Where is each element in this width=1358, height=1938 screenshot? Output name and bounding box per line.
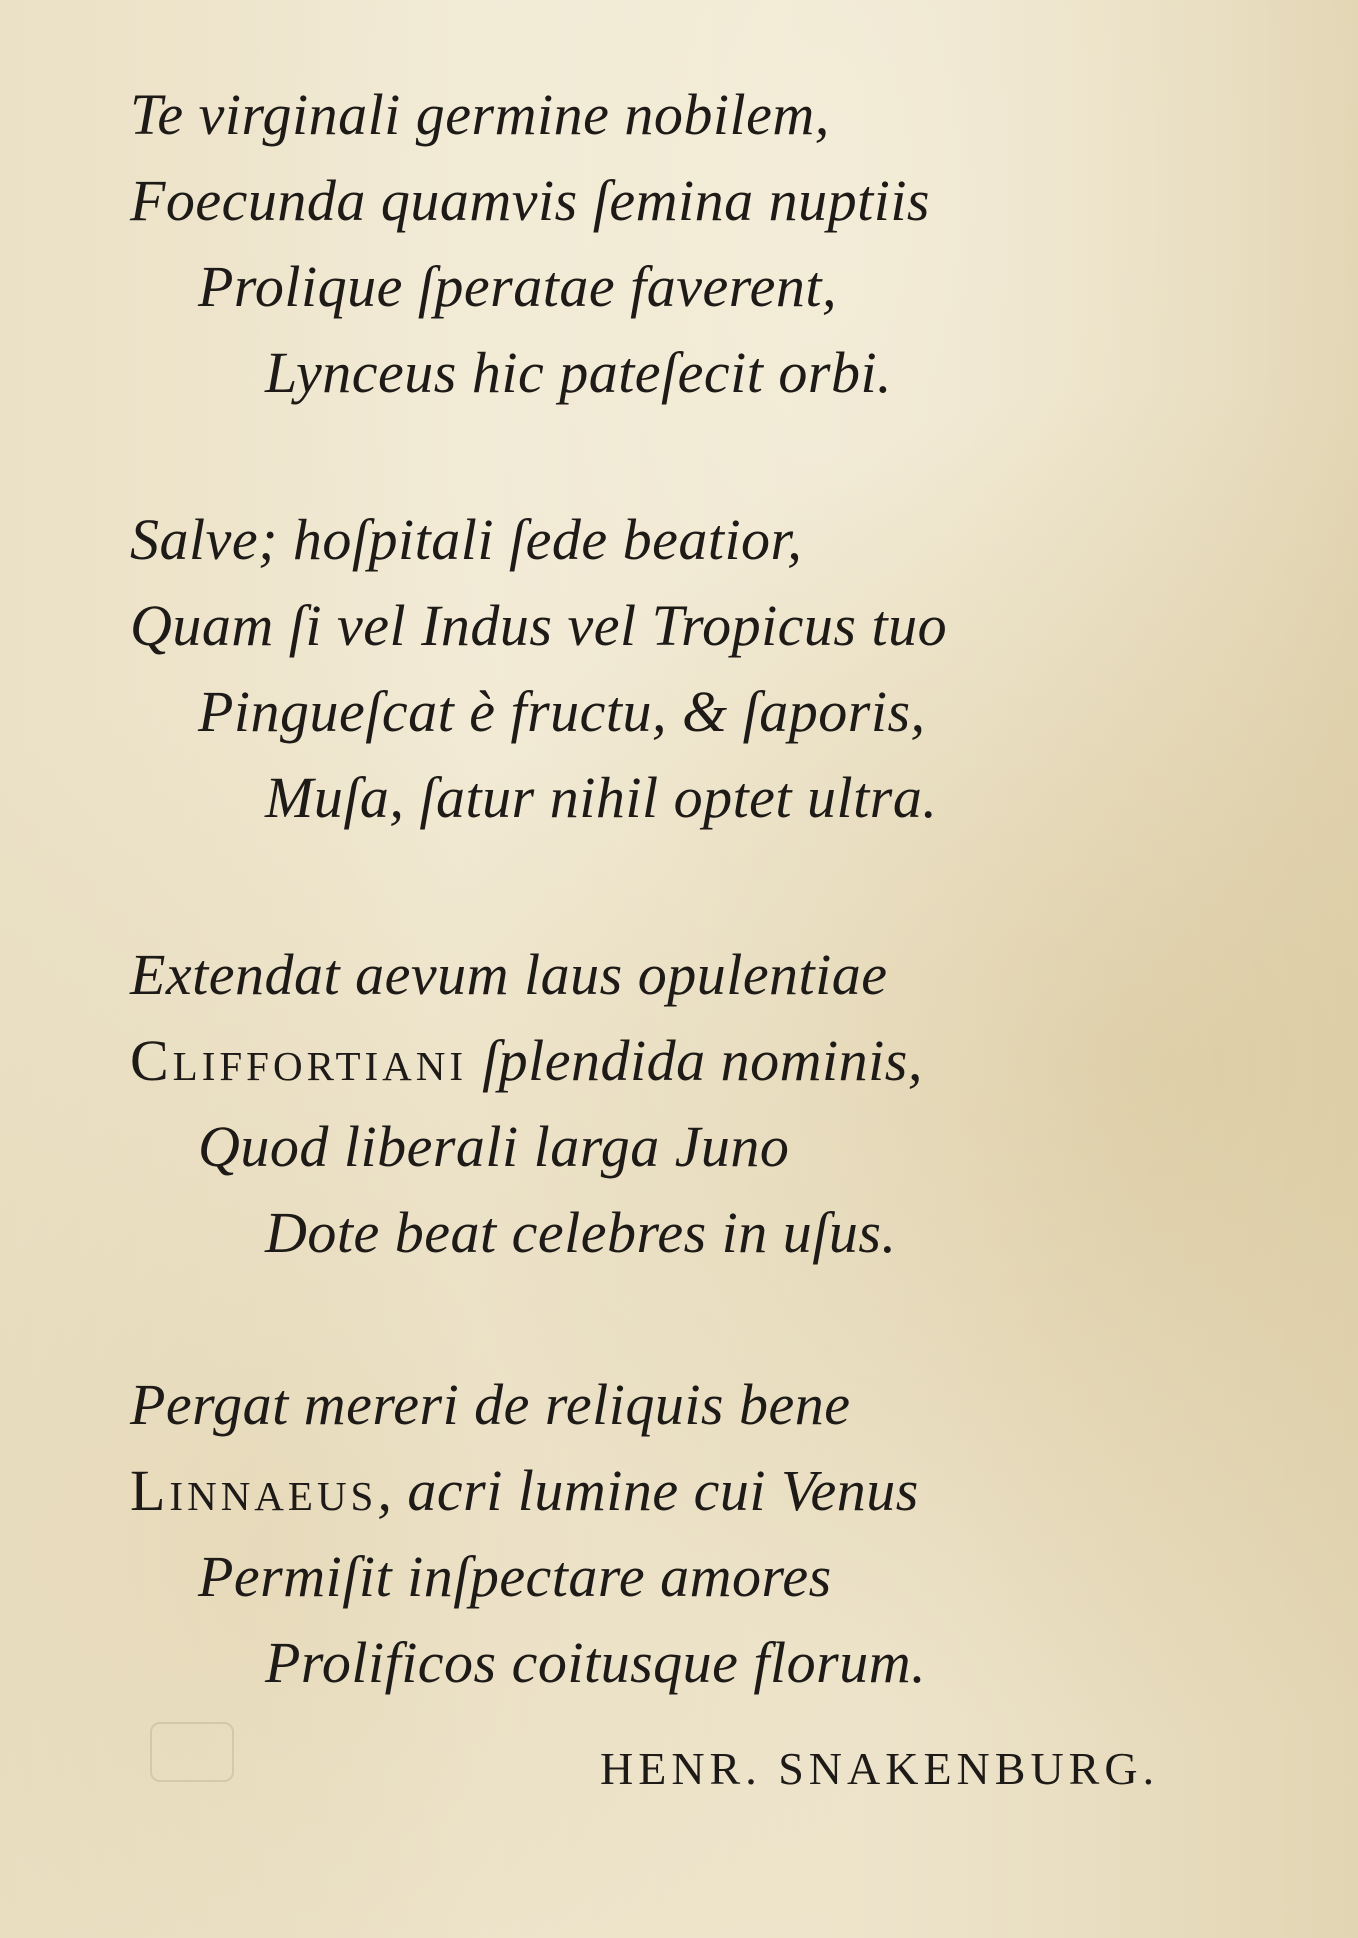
author-signature: HENR. SNAKENBURG. — [600, 1743, 1160, 1794]
verse-line: Prolificos coitusque florum. — [265, 1630, 927, 1695]
name-small-caps: Cliffortiani — [130, 1028, 468, 1093]
verse-line: Dote beat celebres in uſus. — [265, 1200, 897, 1265]
verse-line: Muſa, ſatur nihil optet ultra. — [265, 765, 938, 830]
verse-line: Te virginali germine nobilem, — [130, 82, 830, 147]
verse-line: Pingueſcat è fructu, & ſaporis, — [198, 679, 926, 744]
verse-line: Permiſit inſpectare amores — [198, 1544, 832, 1609]
verse-line: Lynceus hic pateſecit orbi. — [265, 340, 893, 405]
verse-line: Salve; hoſpitali ſede beatior, — [130, 507, 803, 572]
verse-line: Quam ſi vel Indus vel Tropicus tuo — [130, 593, 948, 658]
verse-line: Foecunda quamvis ſemina nuptiis — [130, 168, 931, 233]
verse-line-rest: ſplendida nominis, — [467, 1028, 923, 1093]
verse-line: Quod liberali larga Juno — [198, 1114, 790, 1179]
verse-line: Extendat aevum laus opulentiae — [130, 942, 888, 1007]
name-small-caps: Linnaeus — [130, 1458, 378, 1523]
library-stamp-mark — [150, 1722, 234, 1782]
verse-line — [130, 1456, 919, 1526]
verse-line — [130, 1026, 923, 1096]
verse-line: Pergat mereri de reliquis bene — [130, 1372, 851, 1437]
verse-line-rest: , acri lumine cui Venus — [377, 1458, 919, 1523]
verse-line: Prolique ſperatae faverent, — [198, 254, 837, 319]
